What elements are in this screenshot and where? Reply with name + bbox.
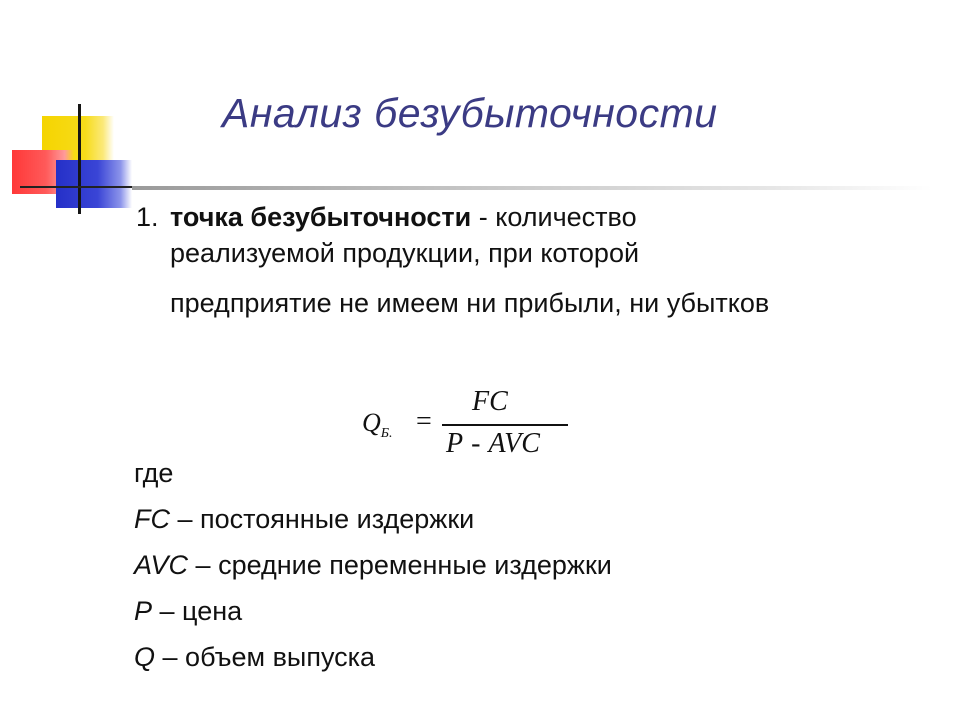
definition-symbol: AVC	[134, 550, 189, 580]
definition-symbol: Q	[134, 642, 156, 672]
definition-text: цена	[182, 596, 243, 626]
definition-dash: –	[188, 550, 219, 580]
definition-q	[134, 642, 375, 673]
formula-subscript: Б.	[380, 426, 393, 441]
definition-fc	[134, 504, 474, 535]
definition-text: объем выпуска	[185, 642, 376, 672]
formula-numerator: FC	[472, 386, 508, 417]
formula-denominator	[446, 428, 540, 460]
formula-den-p: P	[446, 428, 464, 459]
item-line-1-rest: - количество	[471, 202, 637, 232]
item-number: 1.	[136, 202, 159, 232]
definition-avc	[134, 550, 612, 581]
definition-symbol: FC	[134, 504, 170, 534]
decor-horizontal-line-dark	[20, 186, 132, 188]
title-divider-line	[132, 186, 932, 190]
definition-text: средние переменные издержки	[218, 550, 612, 580]
definition-dash: –	[155, 642, 186, 672]
decor-vertical-line	[78, 104, 81, 214]
formula-den-avc: AVC	[488, 428, 540, 459]
item-line-1	[170, 198, 637, 236]
formula-equals: =	[416, 406, 432, 437]
item-line-2: реализуемой продукции, при которой	[170, 238, 640, 268]
formula-q: Q	[362, 408, 381, 437]
definition-p	[134, 596, 242, 627]
formula-lhs	[362, 408, 393, 442]
definition-dash: –	[170, 504, 201, 534]
definition-symbol: P	[134, 596, 153, 626]
break-even-formula	[362, 388, 572, 464]
fraction-bar	[442, 424, 568, 426]
item-line-3: предприятие не имеем ни прибыли, ни убытков	[170, 288, 770, 318]
decor-blue-rectangle	[56, 160, 132, 208]
formula-den-minus: -	[471, 428, 481, 459]
slide-title: Анализ безубыточности	[222, 90, 718, 136]
definition-text: постоянные издержки	[200, 504, 475, 534]
where-label: где	[134, 458, 174, 488]
item-term: точка безубыточности	[170, 202, 472, 232]
definition-dash: –	[152, 596, 183, 626]
